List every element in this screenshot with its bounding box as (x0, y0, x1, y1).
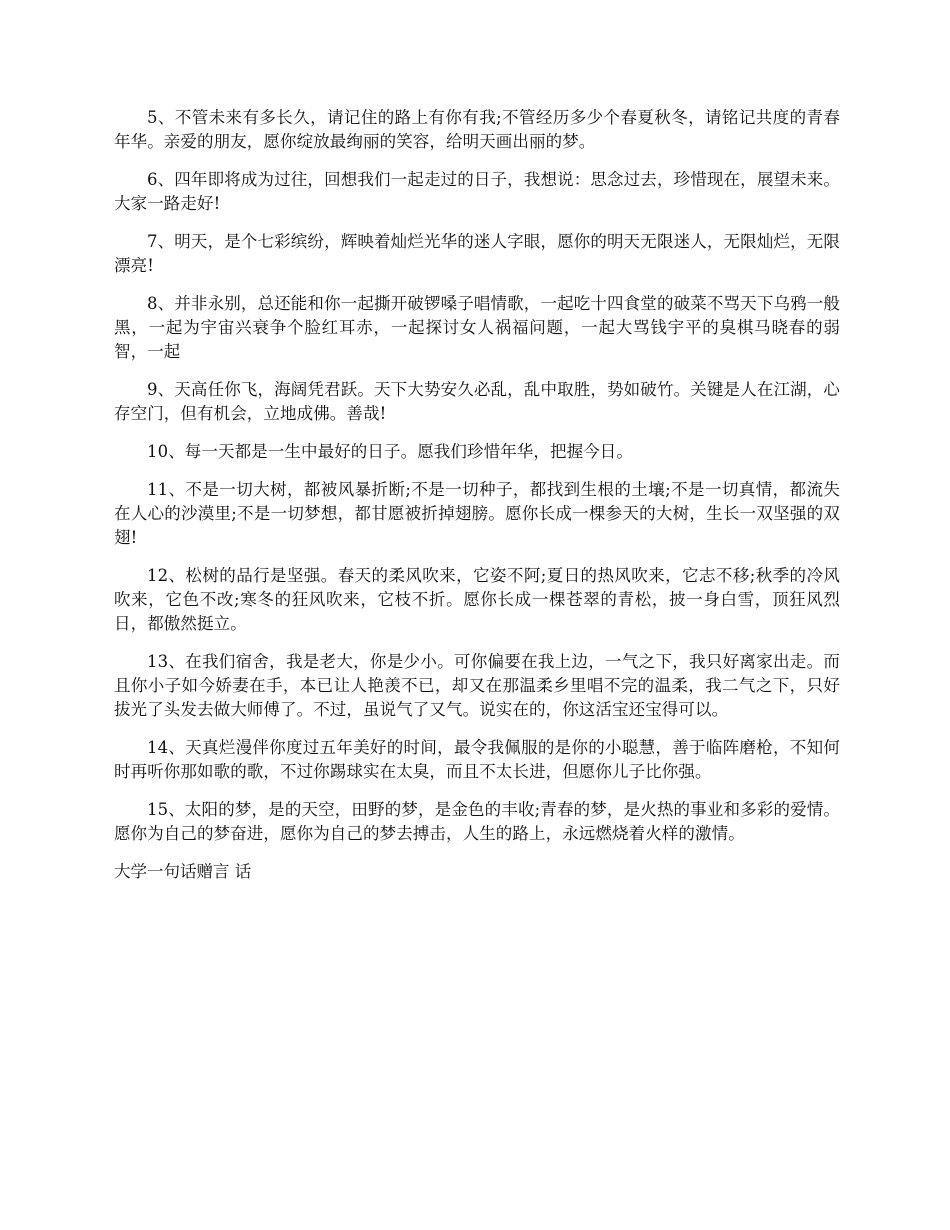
paragraph-6: 6、四年即将成为过往，回想我们一起走过的日子，我想说：思念过去，珍惜现在，展望未来。大家一路走好! (114, 170, 840, 213)
paragraph-11: 11、不是一切大树，都被风暴折断;不是一切种子，都找到生根的土壤;不是一切真情，都流失在人心的沙漠里;不是一切梦想，都甘愿被折掉翅膀。愿你长成一棵参天的大树，生长一双坚强的双翅! (114, 480, 840, 547)
paragraph-9: 9、天高任你飞，海阔凭君跃。天下大势安久必乱，乱中取胜，势如破竹。关键是人在江湖，心存空门，但有机会，立地成佛。善哉! (114, 380, 840, 423)
paragraph-14: 14、天真烂漫伴你度过五年美好的时间，最令我佩服的是你的小聪慧，善于临阵磨枪，不知何时再听你那如歌的歌，不过你踢球实在太臭，而且不太长进，但愿你儿子比你强。 (114, 738, 840, 781)
paragraph-13: 13、在我们宿舍，我是老大，你是少小。可你偏要在我上边，一气之下，我只好离家出走。而且你小子如今娇妻在手，本已让人艳羡不已，却又在那温柔乡里唱不完的温柔，我二气之下，只好拔光了头发去做大师傅了。不过，虽说气了又气。说实在的，你这活宝还宝得可以。 (114, 652, 840, 719)
paragraph-8: 8、并非永别，总还能和你一起撕开破锣嗓子唱情歌，一起吃十四食堂的破菜不骂天下乌鸦一般黑，一起为宇宙兴衰争个脸红耳赤，一起探讨女人祸福问题，一起大骂钱宇平的臭棋马晓春的弱智，一起 (114, 294, 840, 361)
paragraph-5: 5、不管未来有多长久，请记住的路上有你有我;不管经历多少个春夏秋冬，请铭记共度的青春年华。亲爱的朋友，愿你绽放最绚丽的笑容，给明天画出丽的梦。 (114, 108, 840, 151)
paragraph-15: 15、太阳的梦，是的天空，田野的梦，是金色的丰收;青春的梦，是火热的事业和多彩的爱情。愿你为自己的梦奋进，愿你为自己的梦去搏击，人生的路上，永远燃烧着火样的激情。 (114, 800, 840, 843)
document-body (114, 106, 840, 884)
paragraph-7: 7、明天，是个七彩缤纷，辉映着灿烂光华的迷人字眼，愿你的明天无限迷人，无限灿烂，无限漂亮! (114, 232, 840, 275)
paragraph-12: 12、松树的品行是坚强。春天的柔风吹来，它姿不阿;夏日的热风吹来，它志不移;秋季的冷风吹来，它色不改;寒冬的狂风吹来，它枝不折。愿你长成一棵苍翠的青松，披一身白雪，顶狂风烈日，都傲然挺立。 (114, 566, 840, 633)
paragraph-10: 10、每一天都是一生中最好的日子。愿我们珍惜年华，把握今日。 (147, 442, 633, 461)
document-footer-text: 大学一句话赠言 话 (114, 862, 252, 881)
